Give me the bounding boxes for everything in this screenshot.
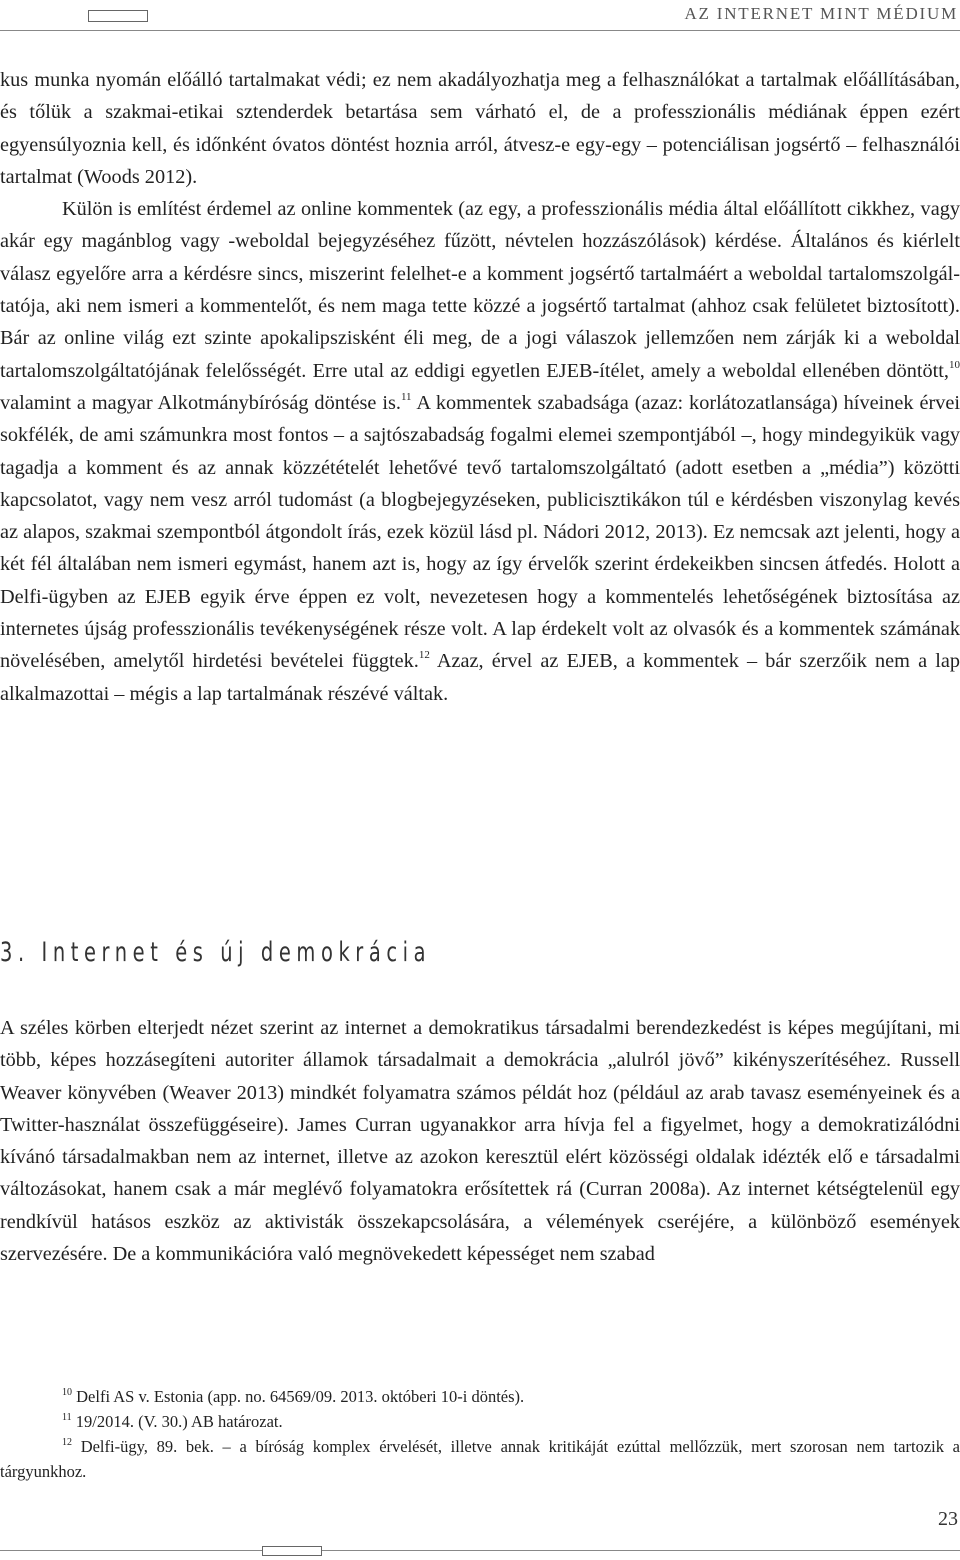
body-text: [0, 64, 960, 710]
paragraph-text: A kommentek szabadsága (azaz: korlátozatlansága) híveinek érvei sokfélék, de ami számunkra most fontos – a sajtószabadság fogalmi elemei szempontjából –, hogy mindegyikük vagy tagadja a komment és az annak közzétételét lehetővé tevő tartalomszolgáltató (adott esetben a „média”) közötti kapcsolatot, vagy nem vesz arról tudomást (a blogbejegyzéseken, publicisztikákon túl e kérdésben viszonylag kevés az alapos, szakmai szempontból átgondolt írás, ezek közül lásd pl. Nádori 2012, 2013). Ez nemcsak azt jelenti, hogy a két fél általában nem ismeri egymást, hanem azt is, hogy az így érvelők szerint érdekeikben sincsen átfedés. Holott a Delfi-ügyben az EJEB egyik érve éppen ez volt, nevezetesen hogy a kommentelés lehetőségének biztosítása az internetes újság professzionális tevékenységének része volt. A lap érdekelt volt az olvasók és a kommentek számának növelésében, amelytől hirdetési bevételei függtek.: [0, 391, 960, 673]
footnote-text: 19/2014. (V. 30.) AB határozat.: [71, 1412, 283, 1431]
footer-rule: [0, 1550, 960, 1551]
paragraph-democracy: A széles körben elterjedt nézet szerint az internet a demokratikus társadalmi berendezkedést is képes megújítani, mi több, képes hozzásegíteni autoriter államok társadalmait a demokrácia „alulról jövő” kikényszerítéséhez. Russell Weaver könyvében (Weaver 2013) mindkét folyamatra számos példát hoz (például az arab tavasz eseményeinek és a Twitter-használat összefüggéseire). James Curran ugyanakkor arra hívja fel a figyelmet, hogy a demokratizálódni kívánó társadalmakban nem az internet, illetve az azokon keresztül elért közösségi oldalak idézték elő e társadalmi változásokat, hanem csak a már meglévő folyamatokra erősítettek rá (Curran 2008a). Az internet kétségtelenül egy rendkívül hatásos eszköz az aktivisták összekapcsolására, a vélemények cseréjére, a különböző események szervezésére. De a kommunikációra való megnövekedett képességet nem szabad: [0, 1017, 960, 1266]
footnotes: [0, 1384, 960, 1484]
paragraph-text: valamint a magyar Alkotmánybíróság döntése is.: [0, 391, 401, 414]
page-number: 23: [938, 1508, 958, 1530]
section-heading: 3. Internet és új demokrácia: [0, 937, 432, 968]
footnote-number: 10: [62, 1387, 72, 1398]
footnote-ref-11: 11: [400, 390, 412, 403]
footer-decorative-box: [262, 1546, 322, 1556]
footnote-number: 12: [62, 1437, 72, 1448]
paragraph-text: Azaz, érvel az EJEB, a kommentek – bár szerzőik nem a lap alkalmazottai – mégis a lap tartalmának részévé váltak.: [0, 650, 960, 705]
section-body: [0, 1012, 960, 1270]
paragraph-comments: [0, 193, 960, 710]
paragraph-continued: kus munka nyomán előálló tartalmakat védi; ez nem akadályozhatja meg a felhasználókat a tartalmak előállításában, és tőlük a szakmai-etikai sztenderdek betartása sem várható el, de a professzionális médiának éppen ezért egyensúlyoznia kell, és időnként óvatos döntést hoznia arról, átvesz-e egy-egy – potenciálisan jogsértő – felhasználói tartalmat (Woods 2012).: [0, 69, 960, 188]
header-decorative-box: [88, 10, 148, 22]
header-rule: [0, 30, 960, 31]
footnote-ref-10: 10: [949, 358, 960, 371]
footnote-11: [0, 1409, 960, 1434]
running-header: [0, 0, 960, 40]
footnote-number: 11: [62, 1412, 72, 1423]
footnote-10: [0, 1384, 960, 1409]
footnote-12: [0, 1434, 960, 1484]
running-title: AZ INTERNET MINT MÉDIUM: [684, 4, 958, 23]
footnote-text: Delfi-ügy, 89. bek. – a bíróság komplex érvelését, illetve annak kritikáját ezúttal mellőzzük, mert szorosan nem tartozik a tárgyunkhoz.: [0, 1437, 960, 1481]
footnote-ref-12: 12: [418, 649, 430, 662]
paragraph-text: Külön is említést érdemel az online kommentek (az egy, a professzionális média által előállított cikkhez, vagy akár egy magánblog vagy -weboldal bejegyzéséhez fűzött, névtelen hozzászólások) kérdése. Általános és kiérlelt válasz egyelőre arra a kérdésre sincs, miszerint felelhet-e a komment jogsértő tartalmáért a weboldal tartalomszolgáltatója, aki nem ismeri a kommentelőt, és nem maga tette közzé a jogsértő tartalmat (ahhoz csak felületet biztosított). Bár az online világ ezt szinte apokalipszisként éli meg, de a jogi válaszok jellemzően nem zárják ki a weboldal tartalomszolgáltatójának felelősségét. Erre utal az eddigi egyetlen EJEB-ítélet, amely a weboldal ellenében döntött,: [0, 198, 960, 382]
footnote-text: Delfi AS v. Estonia (app. no. 64569/09. 2013. októberi 10-i döntés).: [72, 1387, 525, 1406]
